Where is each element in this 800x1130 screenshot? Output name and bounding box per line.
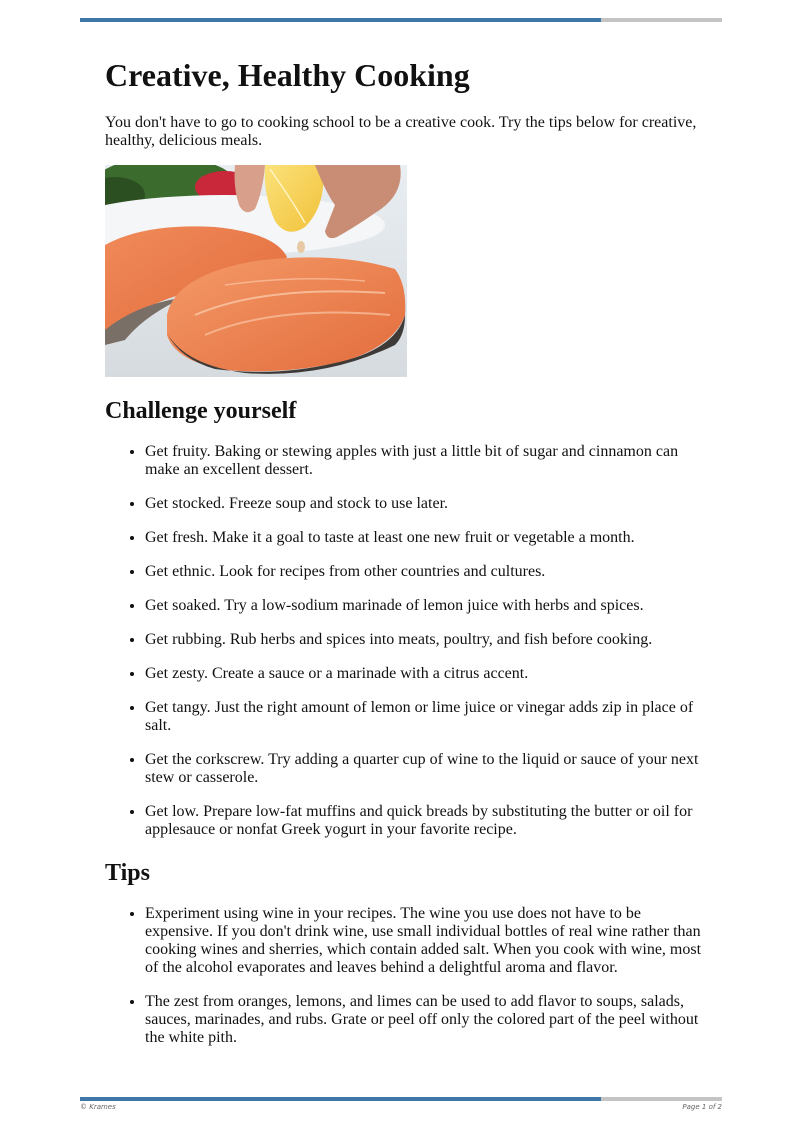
list-item: • Get fruity. Baking or stewing apples with just a little bit of sugar and cinnamon can make an excellent dessert. — [145, 443, 705, 479]
page-number: Page 1 of 2 — [682, 1103, 722, 1111]
salmon-lemon-photo — [105, 165, 407, 377]
section-heading-tips: Tips — [105, 860, 150, 886]
page-title: Creative, Healthy Cooking — [105, 57, 470, 93]
list-item: • Experiment using wine in your recipes. The wine you use does not have to be expensive. If you don't drink wine, use small individual bottles of real wine rather than cooking wines and sherries, which contain added salt. When you cook with wine, most of the alcohol evaporates and leaves behind a delightful aroma and flavor. — [145, 905, 705, 977]
list-item: • Get fresh. Make it a goal to taste at least one new fruit or vegetable a month. — [145, 529, 705, 547]
intro-paragraph: You don't have to go to cooking school to be a creative cook. Try the tips below for creative, healthy, delicious meals. — [105, 114, 697, 149]
header-progress-bar — [80, 18, 722, 22]
copyright-text: © Krames — [80, 1103, 116, 1111]
list-item: • Get low. Prepare low-fat muffins and quick breads by substituting the butter or oil for applesauce or nonfat Greek yogurt in your favorite recipe. — [145, 803, 705, 839]
list-item: • Get tangy. Just the right amount of lemon or lime juice or vinegar adds zip in place of salt. — [145, 699, 705, 735]
list-item: • Get stocked. Freeze soup and stock to use later. — [145, 495, 705, 513]
section-heading-challenge: Challenge yourself — [105, 398, 297, 424]
document-body — [105, 56, 705, 1063]
list-item: • Get soaked. Try a low-sodium marinade of lemon juice with herbs and spices. — [145, 597, 705, 615]
header-progress-fill — [80, 18, 601, 22]
list-item: • The zest from oranges, lemons, and limes can be used to add flavor to soups, salads, sauces, marinades, and rubs. Grate or peel off only the colored part of the peel without the white pith. — [145, 993, 705, 1047]
list-item: • Get rubbing. Rub herbs and spices into meats, poultry, and fish before cooking. — [145, 631, 705, 649]
footer-progress-fill — [80, 1097, 601, 1101]
tips-list — [105, 905, 705, 1047]
challenge-list — [105, 443, 705, 839]
list-item: • Get zesty. Create a sauce or a marinade with a citrus accent. — [145, 665, 705, 683]
list-item: • Get the corkscrew. Try adding a quarter cup of wine to the liquid or sauce of your next stew or casserole. — [145, 751, 705, 787]
footer-progress-bar — [80, 1097, 722, 1101]
list-item: • Get ethnic. Look for recipes from other countries and cultures. — [145, 563, 705, 581]
